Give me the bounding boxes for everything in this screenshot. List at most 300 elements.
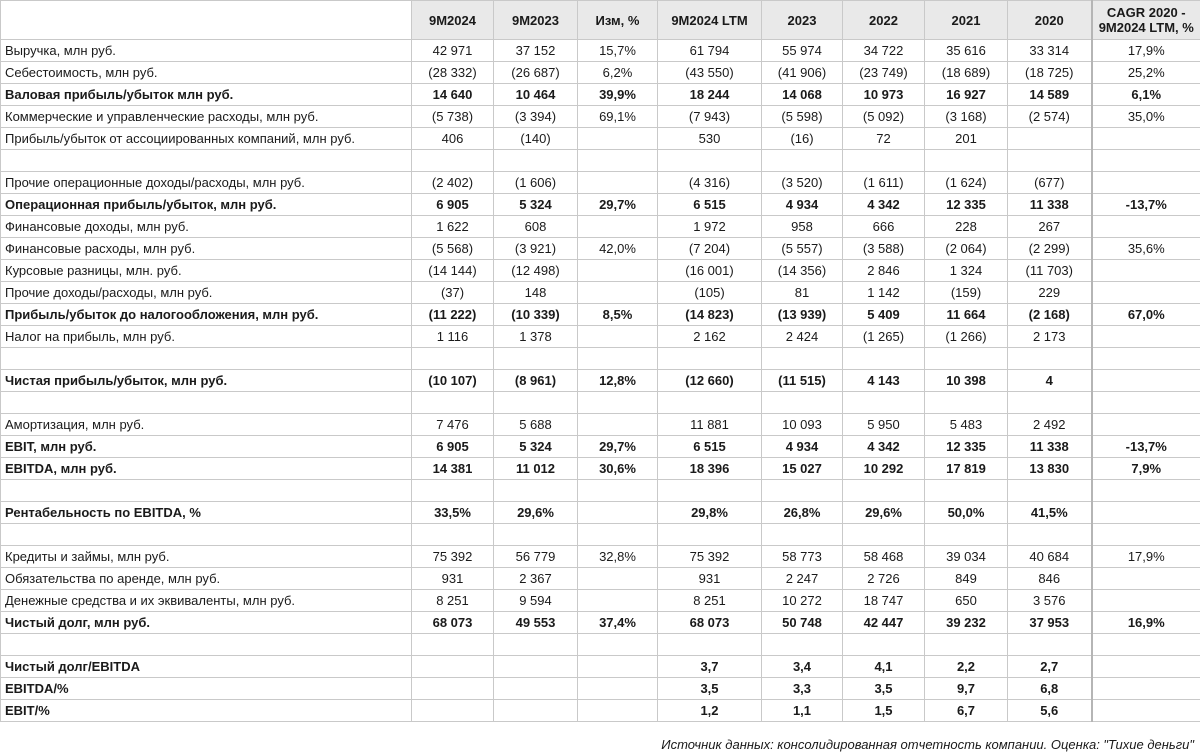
table-cell: (5 738) <box>412 106 494 128</box>
table-cell: 10 292 <box>843 458 925 480</box>
row-label: Прочие операционные доходы/расходы, млн руб. <box>1 172 412 194</box>
table-cell <box>1092 326 1200 348</box>
table-row <box>1 436 1200 458</box>
table-row <box>1 524 1200 546</box>
table-cell <box>1092 656 1200 678</box>
source-note: Источник данных: консолидированная отчетность компании. Оценка: "Тихие деньги" <box>661 737 1194 752</box>
table-cell: 1 116 <box>412 326 494 348</box>
table-cell: 6,2% <box>578 62 658 84</box>
table-cell <box>1092 150 1200 172</box>
table-cell: (14 823) <box>658 304 762 326</box>
table-cell: 14 381 <box>412 458 494 480</box>
table-cell: 35 616 <box>925 40 1008 62</box>
table-cell: 58 468 <box>843 546 925 568</box>
table-cell: 8 251 <box>412 590 494 612</box>
table-cell: 49 553 <box>494 612 578 634</box>
table-cell: 849 <box>925 568 1008 590</box>
table-cell: 228 <box>925 216 1008 238</box>
table-cell <box>762 480 843 502</box>
table-cell: 42,0% <box>578 238 658 260</box>
table-cell: 18 747 <box>843 590 925 612</box>
table-cell: (3 921) <box>494 238 578 260</box>
table-cell: (3 394) <box>494 106 578 128</box>
table-cell <box>412 634 494 656</box>
table-cell: 2,7 <box>1008 656 1092 678</box>
table-cell <box>925 150 1008 172</box>
row-label: Финансовые расходы, млн руб. <box>1 238 412 260</box>
table-cell: 5 324 <box>494 436 578 458</box>
table-cell: 650 <box>925 590 1008 612</box>
table-cell <box>494 348 578 370</box>
table-cell: (1 266) <box>925 326 1008 348</box>
table-row <box>1 62 1200 84</box>
header-cell-9m2023: 9M2023 <box>494 1 578 40</box>
table-row <box>1 194 1200 216</box>
row-label <box>1 480 412 502</box>
table-row <box>1 326 1200 348</box>
table-cell <box>494 392 578 414</box>
table-cell: (11 222) <box>412 304 494 326</box>
table-cell: (3 588) <box>843 238 925 260</box>
table-cell: 14 640 <box>412 84 494 106</box>
table-cell: 6 905 <box>412 194 494 216</box>
table-cell: 3,7 <box>658 656 762 678</box>
table-cell: 4 934 <box>762 436 843 458</box>
row-label: Чистая прибыль/убыток, млн руб. <box>1 370 412 392</box>
table-cell: 6,1% <box>1092 84 1200 106</box>
table-cell: 10 464 <box>494 84 578 106</box>
table-row <box>1 238 1200 260</box>
table-cell: 5,6 <box>1008 700 1092 722</box>
table-cell: 1 142 <box>843 282 925 304</box>
table-cell: 39 034 <box>925 546 1008 568</box>
table-cell: (11 515) <box>762 370 843 392</box>
table-cell <box>412 524 494 546</box>
table-cell: 18 244 <box>658 84 762 106</box>
table-row <box>1 414 1200 436</box>
table-body <box>1 40 1200 722</box>
table-cell <box>1092 678 1200 700</box>
table-cell: (5 557) <box>762 238 843 260</box>
table-row <box>1 678 1200 700</box>
table-cell: 3 576 <box>1008 590 1092 612</box>
table-cell: (677) <box>1008 172 1092 194</box>
table-cell: 6,8 <box>1008 678 1092 700</box>
table-cell: 33,5% <box>412 502 494 524</box>
table-cell <box>578 568 658 590</box>
table-cell: 17,9% <box>1092 546 1200 568</box>
table-cell: 9,7 <box>925 678 1008 700</box>
table-cell <box>1008 392 1092 414</box>
table-cell: (2 299) <box>1008 238 1092 260</box>
table-cell: 12 335 <box>925 436 1008 458</box>
table-cell: -13,7% <box>1092 194 1200 216</box>
header-cell-cagr: CAGR 2020 - 9M2024 LTM, % <box>1092 1 1200 40</box>
table-cell <box>762 524 843 546</box>
table-cell: 26,8% <box>762 502 843 524</box>
table-cell: 18 396 <box>658 458 762 480</box>
row-label <box>1 150 412 172</box>
table-cell: 1 622 <box>412 216 494 238</box>
table-cell: 6 515 <box>658 436 762 458</box>
row-label: EBIT/% <box>1 700 412 722</box>
table-cell: 3,5 <box>658 678 762 700</box>
row-label: Чистый долг, млн руб. <box>1 612 412 634</box>
row-label: Выручка, млн руб. <box>1 40 412 62</box>
table-cell <box>658 392 762 414</box>
table-cell: (1 611) <box>843 172 925 194</box>
table-row <box>1 172 1200 194</box>
table-cell: 4 143 <box>843 370 925 392</box>
table-cell: 1,2 <box>658 700 762 722</box>
table-cell: (14 144) <box>412 260 494 282</box>
table-cell <box>1008 480 1092 502</box>
row-label: EBITDA, млн руб. <box>1 458 412 480</box>
row-label <box>1 348 412 370</box>
table-cell <box>925 348 1008 370</box>
table-cell: 4 342 <box>843 194 925 216</box>
table-cell: (12 498) <box>494 260 578 282</box>
table-cell <box>925 634 1008 656</box>
table-cell <box>578 282 658 304</box>
table-cell: 1,1 <box>762 700 843 722</box>
table-cell: 68 073 <box>412 612 494 634</box>
table-cell: 17,9% <box>1092 40 1200 62</box>
table-cell: 29,7% <box>578 194 658 216</box>
table-cell <box>578 524 658 546</box>
table-cell <box>1092 260 1200 282</box>
table-cell <box>412 392 494 414</box>
table-cell: 15,7% <box>578 40 658 62</box>
table-cell: 39,9% <box>578 84 658 106</box>
table-row <box>1 458 1200 480</box>
table-cell: (159) <box>925 282 1008 304</box>
row-label <box>1 392 412 414</box>
table-cell <box>1008 348 1092 370</box>
table-cell: (5 092) <box>843 106 925 128</box>
table-cell: 75 392 <box>658 546 762 568</box>
table-cell: 3,3 <box>762 678 843 700</box>
table-cell <box>578 502 658 524</box>
table-cell: 2 424 <box>762 326 843 348</box>
table-row <box>1 282 1200 304</box>
table-cell: (3 520) <box>762 172 843 194</box>
table-cell <box>1092 634 1200 656</box>
table-cell: 67,0% <box>1092 304 1200 326</box>
table-cell <box>412 348 494 370</box>
table-cell <box>494 524 578 546</box>
table-cell: 5 950 <box>843 414 925 436</box>
table-row <box>1 392 1200 414</box>
table-cell <box>1092 590 1200 612</box>
table-cell: 61 794 <box>658 40 762 62</box>
table-cell: 3,4 <box>762 656 843 678</box>
table-cell <box>1008 524 1092 546</box>
row-label: Прибыль/убыток от ассоциированных компаний, млн руб. <box>1 128 412 150</box>
row-label: Финансовые доходы, млн руб. <box>1 216 412 238</box>
table-cell <box>494 678 578 700</box>
table-cell <box>762 392 843 414</box>
table-cell <box>843 392 925 414</box>
table-row <box>1 634 1200 656</box>
table-cell: (7 204) <box>658 238 762 260</box>
table-cell: 29,6% <box>494 502 578 524</box>
table-cell <box>762 634 843 656</box>
table-cell: (2 402) <box>412 172 494 194</box>
row-label: Коммерческие и управленческие расходы, млн руб. <box>1 106 412 128</box>
table-cell <box>578 700 658 722</box>
table-cell <box>1008 128 1092 150</box>
row-label: Курсовые разницы, млн. руб. <box>1 260 412 282</box>
table-row <box>1 502 1200 524</box>
table-cell <box>762 150 843 172</box>
table-cell <box>1092 502 1200 524</box>
table-cell: 14 589 <box>1008 84 1092 106</box>
table-cell <box>412 150 494 172</box>
table-cell <box>1092 568 1200 590</box>
table-cell: 10 272 <box>762 590 843 612</box>
table-cell: 1 972 <box>658 216 762 238</box>
table-cell: 40 684 <box>1008 546 1092 568</box>
table-cell <box>578 326 658 348</box>
table-cell: 56 779 <box>494 546 578 568</box>
table-cell: 37 152 <box>494 40 578 62</box>
table-cell <box>578 348 658 370</box>
table-row <box>1 106 1200 128</box>
table-cell <box>494 480 578 502</box>
table-cell <box>578 216 658 238</box>
table-cell: 2,2 <box>925 656 1008 678</box>
header-cell-2020: 2020 <box>1008 1 1092 40</box>
table-row <box>1 128 1200 150</box>
table-row <box>1 568 1200 590</box>
table-cell <box>412 656 494 678</box>
table-cell: 4 342 <box>843 436 925 458</box>
table-cell: 2 162 <box>658 326 762 348</box>
table-cell: 6 515 <box>658 194 762 216</box>
table-cell: 6,7 <box>925 700 1008 722</box>
table-cell: 30,6% <box>578 458 658 480</box>
table-cell: 8,5% <box>578 304 658 326</box>
table-cell: (41 906) <box>762 62 843 84</box>
table-cell: 406 <box>412 128 494 150</box>
table-cell: 4 <box>1008 370 1092 392</box>
header-cell-2023: 2023 <box>762 1 843 40</box>
table-cell: 9 594 <box>494 590 578 612</box>
row-label: Обязательства по аренде, млн руб. <box>1 568 412 590</box>
table-cell: 4,1 <box>843 656 925 678</box>
table-cell: 37,4% <box>578 612 658 634</box>
table-cell: (5 598) <box>762 106 843 128</box>
table-cell <box>1092 128 1200 150</box>
table-cell <box>658 480 762 502</box>
table-cell: 12,8% <box>578 370 658 392</box>
table-cell <box>1092 392 1200 414</box>
row-label: EBITDA/% <box>1 678 412 700</box>
table-cell: (4 316) <box>658 172 762 194</box>
table-cell <box>578 414 658 436</box>
header-cell-9m2024: 9M2024 <box>412 1 494 40</box>
header-cell-label <box>1 1 412 40</box>
table-cell <box>1092 370 1200 392</box>
table-cell <box>578 260 658 282</box>
table-cell: (7 943) <box>658 106 762 128</box>
table-cell: 11 012 <box>494 458 578 480</box>
table-cell: (16 001) <box>658 260 762 282</box>
row-label: Амортизация, млн руб. <box>1 414 412 436</box>
table-cell: (13 939) <box>762 304 843 326</box>
table-cell: 2 367 <box>494 568 578 590</box>
row-label: Операционная прибыль/убыток, млн руб. <box>1 194 412 216</box>
table-cell <box>925 392 1008 414</box>
table-row <box>1 612 1200 634</box>
table-cell <box>494 150 578 172</box>
table-cell: 81 <box>762 282 843 304</box>
row-label: Налог на прибыль, млн руб. <box>1 326 412 348</box>
table-row <box>1 546 1200 568</box>
table-cell: 2 492 <box>1008 414 1092 436</box>
table-cell: 58 773 <box>762 546 843 568</box>
table-cell: (1 606) <box>494 172 578 194</box>
table-row <box>1 348 1200 370</box>
table-cell <box>1092 172 1200 194</box>
row-label: Прибыль/убыток до налогообложения, млн руб. <box>1 304 412 326</box>
table-cell: (18 689) <box>925 62 1008 84</box>
table-cell: 11 338 <box>1008 436 1092 458</box>
header-cell-ltm: 9M2024 LTM <box>658 1 762 40</box>
table-cell: (10 107) <box>412 370 494 392</box>
row-label: Кредиты и займы, млн руб. <box>1 546 412 568</box>
table-cell: 16,9% <box>1092 612 1200 634</box>
header-row <box>1 1 1200 40</box>
table-cell <box>578 656 658 678</box>
table-cell <box>762 348 843 370</box>
table-cell: 69,1% <box>578 106 658 128</box>
table-cell <box>494 634 578 656</box>
table-cell <box>925 480 1008 502</box>
table-cell: (18 725) <box>1008 62 1092 84</box>
table-cell: (2 064) <box>925 238 1008 260</box>
table-cell: 2 247 <box>762 568 843 590</box>
table-row <box>1 260 1200 282</box>
table-cell <box>494 700 578 722</box>
table-cell: 958 <box>762 216 843 238</box>
row-label: Прочие доходы/расходы, млн руб. <box>1 282 412 304</box>
table-cell <box>658 634 762 656</box>
table-row <box>1 84 1200 106</box>
table-row <box>1 590 1200 612</box>
header-cell-change: Изм, % <box>578 1 658 40</box>
table-cell <box>843 480 925 502</box>
table-cell: (2 168) <box>1008 304 1092 326</box>
row-label: EBIT, млн руб. <box>1 436 412 458</box>
table-cell: (26 687) <box>494 62 578 84</box>
table-cell: (11 703) <box>1008 260 1092 282</box>
table-cell: 148 <box>494 282 578 304</box>
table-cell: 39 232 <box>925 612 1008 634</box>
table-cell: 1 378 <box>494 326 578 348</box>
table-cell: 32,8% <box>578 546 658 568</box>
row-label: Себестоимость, млн руб. <box>1 62 412 84</box>
table-cell: 17 819 <box>925 458 1008 480</box>
table-cell: 931 <box>412 568 494 590</box>
table-cell: (28 332) <box>412 62 494 84</box>
table-cell: 11 664 <box>925 304 1008 326</box>
table-cell: 37 953 <box>1008 612 1092 634</box>
header-cell-2022: 2022 <box>843 1 925 40</box>
table-cell: 201 <box>925 128 1008 150</box>
table-cell: 15 027 <box>762 458 843 480</box>
table-row <box>1 304 1200 326</box>
table-cell: 42 447 <box>843 612 925 634</box>
table-cell <box>578 150 658 172</box>
table-cell: (3 168) <box>925 106 1008 128</box>
table-cell: 41,5% <box>1008 502 1092 524</box>
table-cell: 33 314 <box>1008 40 1092 62</box>
table-cell: 11 881 <box>658 414 762 436</box>
table-cell <box>494 656 578 678</box>
table-row <box>1 40 1200 62</box>
table-cell <box>1092 216 1200 238</box>
table-cell: 267 <box>1008 216 1092 238</box>
table-cell: 5 483 <box>925 414 1008 436</box>
table-cell: 42 971 <box>412 40 494 62</box>
table-cell <box>925 524 1008 546</box>
table-cell: 75 392 <box>412 546 494 568</box>
table-cell: 35,6% <box>1092 238 1200 260</box>
table-row <box>1 700 1200 722</box>
table-cell: (8 961) <box>494 370 578 392</box>
table-cell <box>578 634 658 656</box>
row-label: Валовая прибыль/убыток млн руб. <box>1 84 412 106</box>
table-cell: 6 905 <box>412 436 494 458</box>
table-cell: (1 624) <box>925 172 1008 194</box>
row-label: Чистый долг/EBITDA <box>1 656 412 678</box>
table-row <box>1 370 1200 392</box>
row-label: Денежные средства и их эквиваленты, млн руб. <box>1 590 412 612</box>
table-cell <box>412 480 494 502</box>
table-cell: (5 568) <box>412 238 494 260</box>
table-cell: 14 068 <box>762 84 843 106</box>
table-row <box>1 480 1200 502</box>
table-cell <box>1092 480 1200 502</box>
table-cell: 25,2% <box>1092 62 1200 84</box>
table-cell: (14 356) <box>762 260 843 282</box>
table-cell: 29,8% <box>658 502 762 524</box>
table-cell: 608 <box>494 216 578 238</box>
table-cell <box>658 348 762 370</box>
table-cell: 29,6% <box>843 502 925 524</box>
table-cell <box>412 700 494 722</box>
table-cell: 29,7% <box>578 436 658 458</box>
table-cell <box>578 172 658 194</box>
table-cell: 1 324 <box>925 260 1008 282</box>
table-cell: (37) <box>412 282 494 304</box>
table-cell: (1 265) <box>843 326 925 348</box>
table-cell: 10 973 <box>843 84 925 106</box>
table-cell: 4 934 <box>762 194 843 216</box>
table-cell: 16 927 <box>925 84 1008 106</box>
table-cell: 2 726 <box>843 568 925 590</box>
table-cell: 5 324 <box>494 194 578 216</box>
table-cell: 5 688 <box>494 414 578 436</box>
table-cell: (43 550) <box>658 62 762 84</box>
table-cell <box>1008 150 1092 172</box>
table-cell: 931 <box>658 568 762 590</box>
table-row <box>1 656 1200 678</box>
table-cell: (10 339) <box>494 304 578 326</box>
table-cell: 72 <box>843 128 925 150</box>
